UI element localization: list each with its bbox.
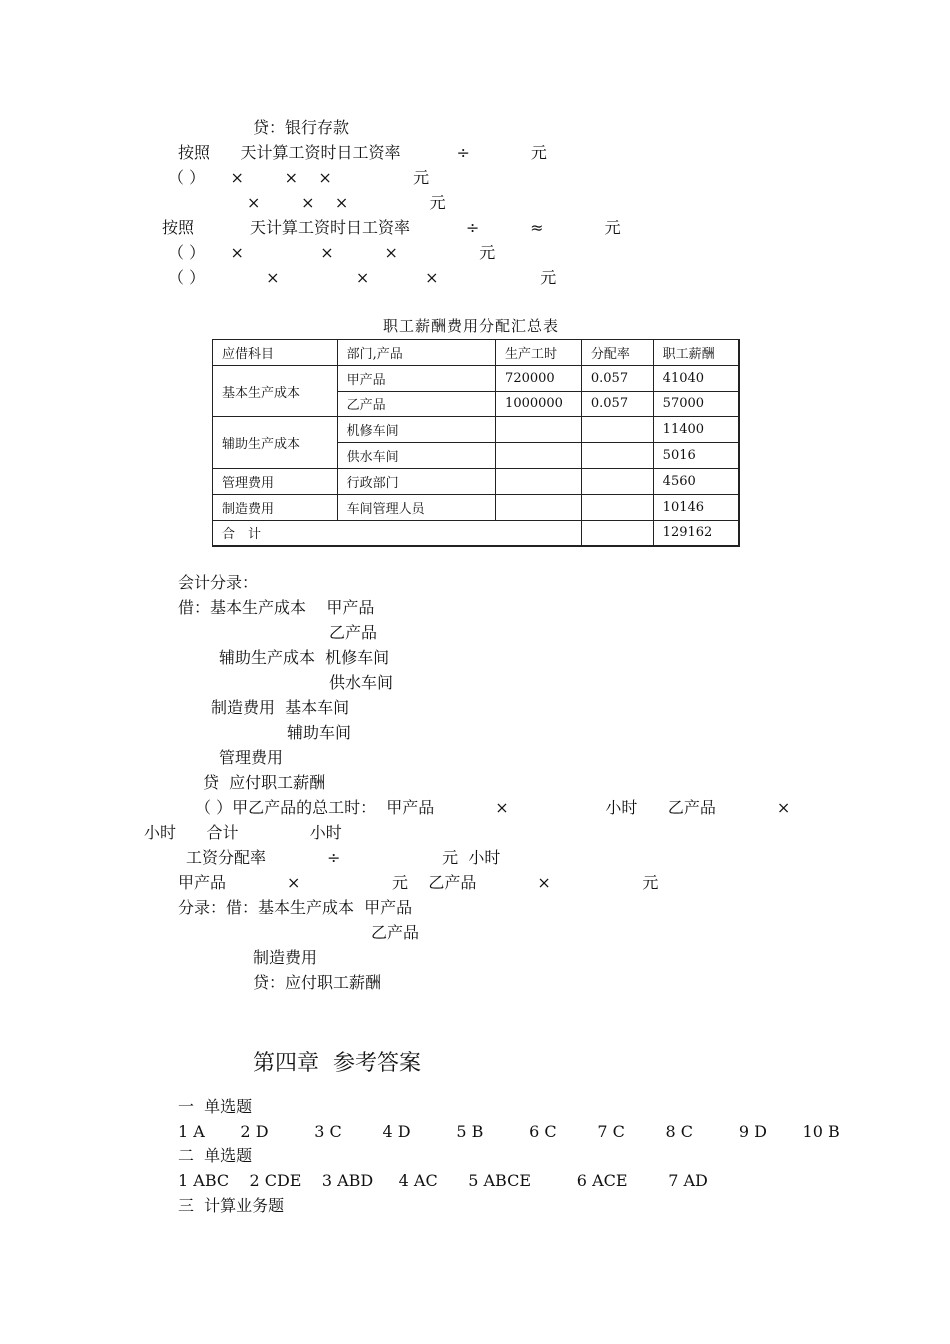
answer-line: 1 A 2 D 3 C 4 D 5 B 6 C 7 C 8 C 9 D 10 B xyxy=(178,1122,840,1141)
text-line: 贷：银行存款 xyxy=(253,118,350,137)
table-row xyxy=(213,468,740,494)
text-line: 甲产品 × 元 乙产品 × 元 xyxy=(178,873,659,892)
text-line: 贷：应付职工薪酬 xyxy=(253,973,382,992)
text-line: 供水车间 xyxy=(329,673,394,692)
text-line: 小时 合计 小时 xyxy=(144,823,342,842)
rate-cell xyxy=(581,520,653,546)
text-line: （ ）甲乙产品的总工时： 甲产品 × 小时 乙产品 × xyxy=(195,798,791,817)
total-amount-cell: 129162 xyxy=(653,520,739,546)
dept-cell: 行政部门 xyxy=(337,468,495,494)
text-line: 乙产品 xyxy=(371,923,420,942)
account-cell: 管理费用 xyxy=(213,468,338,494)
text-line: 辅助生产成本 机修车间 xyxy=(219,648,390,667)
table-caption: 职工薪酬费用分配汇总表 xyxy=(383,317,560,335)
table-row xyxy=(213,417,740,443)
dept-cell: 甲产品 xyxy=(337,365,495,391)
hours-cell: 1000000 xyxy=(496,391,582,417)
dept-cell: 供水车间 xyxy=(337,443,495,469)
rate-cell: 0.057 xyxy=(581,391,653,417)
rate-cell: 0.057 xyxy=(581,365,653,391)
rate-cell xyxy=(581,443,653,469)
dept-cell: 车间管理人员 xyxy=(337,494,495,520)
text-line: 分录：借：基本生产成本 甲产品 xyxy=(178,898,413,917)
section-heading: 三 计算业务题 xyxy=(178,1196,285,1215)
account-cell: 辅助生产成本 xyxy=(213,417,338,469)
header-cell: 分配率 xyxy=(581,340,653,366)
text-line: 按照 天计算工资时日工资率 ÷ ≈ 元 xyxy=(162,218,621,237)
section-heading: 二 单选题 xyxy=(178,1146,253,1165)
rate-cell xyxy=(581,417,653,443)
text-line: 乙产品 xyxy=(329,623,378,642)
amount-cell: 57000 xyxy=(653,391,739,417)
hours-cell xyxy=(496,443,582,469)
salary-allocation-table xyxy=(212,339,740,547)
dept-cell: 机修车间 xyxy=(337,417,495,443)
amount-cell: 10146 xyxy=(653,494,739,520)
text-line: 制造费用 基本车间 xyxy=(211,698,350,717)
rate-cell xyxy=(581,494,653,520)
header-cell: 部门,产品 xyxy=(337,340,495,366)
text-line: 会计分录： xyxy=(178,573,259,592)
section-heading: 一 单选题 xyxy=(178,1097,253,1116)
hours-cell xyxy=(496,417,582,443)
text-line: 按照 天计算工资时日工资率 ÷ 元 xyxy=(178,143,547,162)
hours-cell xyxy=(496,468,582,494)
header-cell: 应借科目 xyxy=(213,340,338,366)
account-cell: 基本生产成本 xyxy=(213,365,338,417)
table-total-row xyxy=(213,520,740,546)
hours-cell xyxy=(496,494,582,520)
total-label-cell: 合 计 xyxy=(213,520,582,546)
dept-cell: 乙产品 xyxy=(337,391,495,417)
table-row xyxy=(213,365,740,391)
text-line: 贷 应付职工薪酬 xyxy=(203,773,326,792)
header-cell: 生产工时 xyxy=(496,340,582,366)
chapter-title: 第四章 参考答案 xyxy=(253,1051,421,1076)
text-line: （ ） × × × 元 xyxy=(168,268,557,287)
text-line: 工资分配率 ÷ 元 小时 xyxy=(186,848,501,867)
answer-line: 1 ABC 2 CDE 3 ABD 4 AC 5 ABCE 6 ACE 7 AD xyxy=(178,1171,708,1190)
text-line: （ ） × × × 元 xyxy=(168,243,496,262)
amount-cell: 41040 xyxy=(653,365,739,391)
amount-cell: 11400 xyxy=(653,417,739,443)
text-line: 辅助车间 xyxy=(287,723,352,742)
table-header-row xyxy=(213,340,740,366)
hours-cell: 720000 xyxy=(496,365,582,391)
text-line: （ ） × × × 元 xyxy=(168,168,430,187)
amount-cell: 4560 xyxy=(653,468,739,494)
text-line: 借：基本生产成本 甲产品 xyxy=(178,598,375,617)
text-line: 制造费用 xyxy=(253,948,318,967)
text-line: 管理费用 xyxy=(219,748,284,767)
table-row xyxy=(213,494,740,520)
account-cell: 制造费用 xyxy=(213,494,338,520)
text-line: × × × 元 xyxy=(247,193,446,212)
header-cell: 职工薪酬 xyxy=(653,340,739,366)
rate-cell xyxy=(581,468,653,494)
amount-cell: 5016 xyxy=(653,443,739,469)
